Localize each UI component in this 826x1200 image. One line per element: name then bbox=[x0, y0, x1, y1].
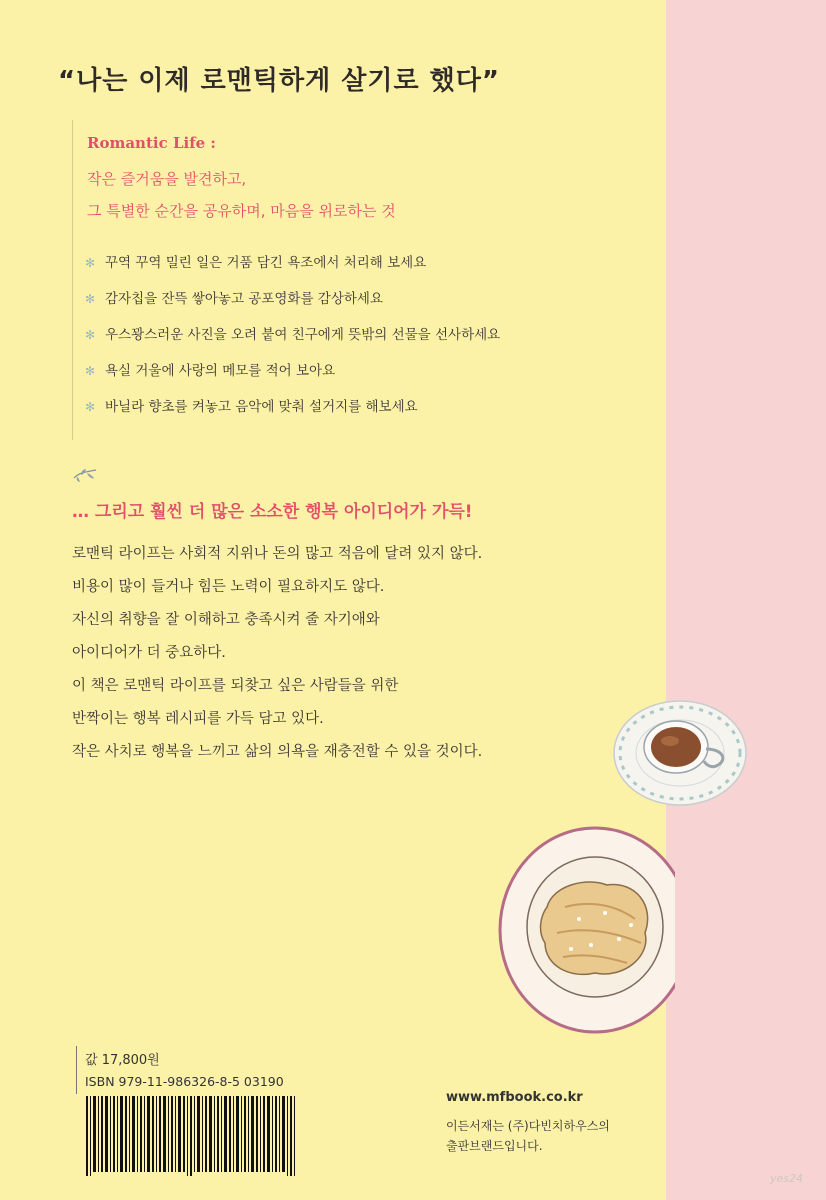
body-line: 아이디어가 더 중요하다. bbox=[72, 645, 226, 661]
isbn: ISBN 979-11-986326-8-5 03190 bbox=[85, 1074, 284, 1089]
plate-illustration bbox=[495, 815, 675, 1045]
pink-side-strip bbox=[666, 0, 826, 1200]
teacup-illustration bbox=[610, 693, 760, 813]
watermark: yes24 bbox=[770, 1172, 804, 1185]
tip-text: 욕실 거울에 사랑의 메모를 적어 보아요 bbox=[105, 363, 336, 379]
tip-item bbox=[85, 360, 500, 396]
romantic-life-line-2: 그 특별한 순간을 공유하며, 마음을 위로하는 것 bbox=[87, 202, 396, 220]
star-icon: ✻ bbox=[85, 400, 96, 414]
romantic-life-box bbox=[72, 120, 633, 440]
body-line: 비용이 많이 들거나 힘든 노력이 필요하지도 않다. bbox=[72, 579, 385, 595]
website-url: www.mfbook.co.kr bbox=[446, 1090, 583, 1105]
star-icon: ✻ bbox=[85, 256, 96, 270]
star-icon: ✻ bbox=[85, 328, 96, 342]
body-text bbox=[72, 543, 482, 774]
leaf-icon bbox=[72, 466, 100, 484]
star-icon: ✻ bbox=[85, 364, 96, 378]
tip-item bbox=[85, 288, 500, 324]
price-rule bbox=[76, 1046, 77, 1094]
subhead: … 그리고 훨씬 더 많은 소소한 행복 아이디어가 가득! bbox=[72, 502, 473, 522]
tip-text: 감자칩을 잔뜩 쌓아놓고 공포영화를 감상하세요 bbox=[105, 291, 383, 307]
tip-list bbox=[85, 252, 500, 432]
body-line: 로맨틱 라이프는 사회적 지위나 돈의 많고 적음에 달려 있지 않다. bbox=[72, 546, 483, 562]
body-line: 자신의 취향을 잘 이해하고 충족시켜 줄 자기애와 bbox=[72, 612, 380, 628]
tip-item bbox=[85, 324, 500, 360]
star-icon: ✻ bbox=[85, 292, 96, 306]
tip-text: 꾸역 꾸역 밀린 일은 거품 담긴 욕조에서 처리해 보세요 bbox=[105, 255, 427, 271]
price: 값 17,800원 bbox=[85, 1053, 160, 1068]
romantic-life-line-1: 작은 즐거움을 발견하고, bbox=[87, 170, 247, 188]
barcode bbox=[86, 1096, 304, 1176]
tip-item bbox=[85, 252, 500, 288]
body-line: 작은 사치로 행복을 느끼고 삶의 의욕을 재충전할 수 있을 것이다. bbox=[72, 744, 483, 760]
tip-item bbox=[85, 396, 500, 432]
romantic-life-title: Romantic Life : bbox=[87, 134, 216, 152]
body-line: 반짝이는 행복 레시피를 가득 담고 있다. bbox=[72, 711, 324, 727]
headline: “나는 이제 로맨틱하게 살기로 했다” bbox=[58, 66, 501, 96]
publisher-line-2: 출판브랜드입니다. bbox=[446, 1139, 543, 1153]
publisher-line-1: 이든서재는 (주)다빈치하우스의 bbox=[446, 1119, 610, 1133]
tip-text: 우스꽝스러운 사진을 오려 붙여 친구에게 뜻밖의 선물을 선사하세요 bbox=[105, 327, 501, 343]
body-line: 이 책은 로맨틱 라이프를 되찾고 싶은 사람들을 위한 bbox=[72, 678, 399, 694]
publisher-note bbox=[446, 1116, 610, 1156]
tip-text: 바닐라 향초를 켜놓고 음악에 맞춰 설거지를 해보세요 bbox=[105, 399, 418, 415]
